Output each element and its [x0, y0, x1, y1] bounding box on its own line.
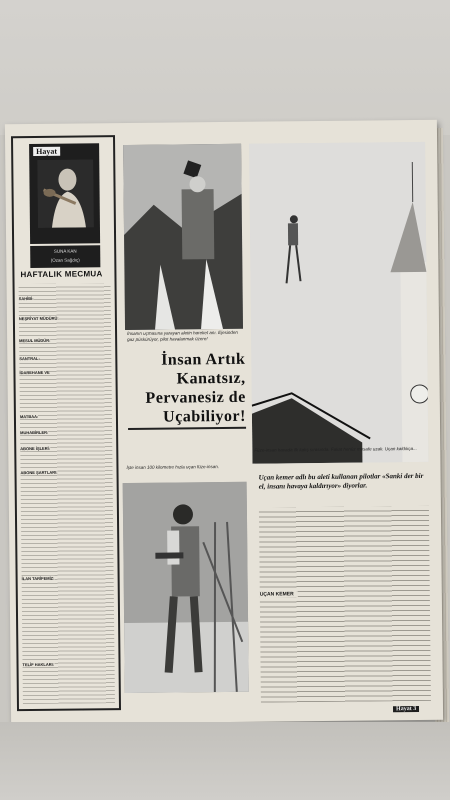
- label-ad-rates: İLAN TARİFEMİZ:: [21, 575, 55, 582]
- photo-caption-1: İnsanın uçmasına yarayan aletin hareket anı. Ejesinden gaz püskürüyor, pilot havalanmak üzere!: [127, 329, 238, 343]
- article-body-lines: [259, 506, 431, 703]
- headline-line-3: Pervanesiz de: [145, 388, 246, 407]
- label-switchboard: SANTRAL:: [19, 355, 40, 362]
- photo-caption-2: İşte insan 100 kilometre hızla uçan füze-insan.: [126, 464, 220, 471]
- label-subscriptions: ABONE İŞLERİ:: [20, 445, 51, 452]
- cover-caption: [30, 245, 100, 268]
- violinist-photo: [37, 159, 94, 228]
- jetpack-ground-photo: [123, 144, 243, 330]
- label-publishing-director: NEŞRİYAT MÜDÜRÜ:: [18, 315, 59, 322]
- table-background: [0, 0, 450, 135]
- label-managing-editor: MESUL MÜDÜR:: [19, 337, 51, 344]
- magazine-page: [5, 120, 443, 724]
- label-office: İDAREHANE VE: [19, 369, 50, 376]
- table-background-bottom: [0, 722, 450, 800]
- cover-credit: (Ozan Sağdıç): [50, 257, 80, 263]
- masthead-text-lines: [19, 283, 115, 704]
- headline-line-2: Kanatsız,: [176, 369, 246, 388]
- headline-line-1: İnsan Artık: [161, 350, 246, 369]
- article-deck: Uçan kemer adlı bu aleti kullanan pilotlar «Sanki der bir el, insanı havaya kaldırıyor» diyorlar.: [258, 471, 424, 491]
- article-headline: [127, 350, 246, 427]
- headline-rule: [128, 427, 246, 430]
- label-correspondents: MUHABİRLER:: [20, 429, 49, 436]
- page-folio: Hayat 3: [393, 706, 419, 712]
- article-subhead: UÇAN KEMER: [260, 591, 298, 597]
- label-printing: MATBAA:: [19, 413, 39, 420]
- headline-line-4: Uçabiliyor!: [163, 407, 247, 426]
- cover-name: SUNA KAN: [53, 248, 77, 254]
- jetpack-harness-photo: [123, 482, 249, 693]
- label-owner: SAHİBİ:: [18, 295, 34, 302]
- flying-man-tower-photo: [249, 142, 428, 464]
- label-subscription-terms: ABONE ŞARTLARI:: [20, 469, 58, 476]
- label-copyright: TELİF HAKLARI:: [22, 661, 55, 668]
- cover-thumbnail: [29, 143, 100, 244]
- hayat-logo: Hayat: [33, 147, 60, 156]
- photo-caption-3: Füze-insan havada ilk kalış sırasında. Fakat henüz mesafe uzak. Uçan kaldıkça...: [254, 445, 417, 453]
- magazine-title: HAFTALIK MECMUA: [20, 269, 103, 280]
